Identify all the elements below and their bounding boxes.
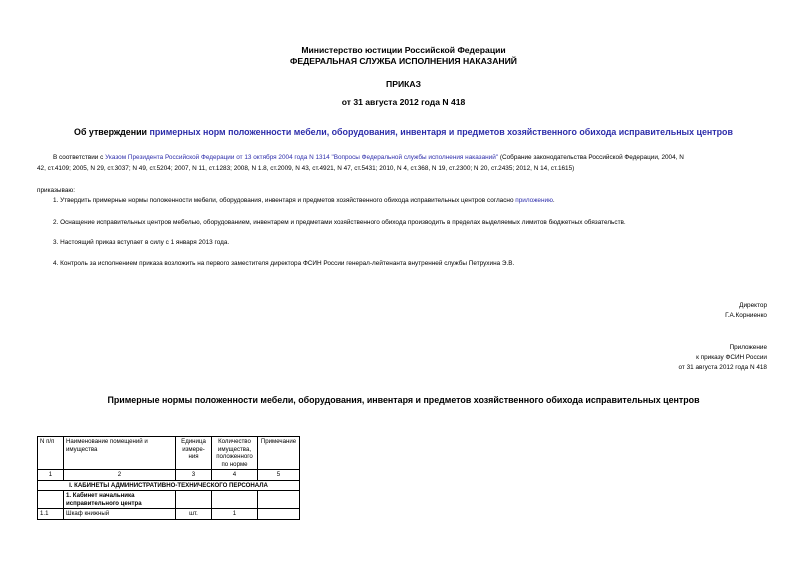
preamble (37, 153, 777, 174)
row-note (258, 509, 300, 520)
ministry-name: Министерство юстиции Российской Федерации (301, 45, 506, 55)
appendix-line-3: от 31 августа 2012 года N 418 (678, 364, 767, 371)
appendix-line-1: Приложение (729, 344, 767, 351)
col-header-unit: Единица измере-ния (176, 437, 212, 470)
row-quantity: 1 (212, 509, 258, 520)
service-name: ФЕДЕРАЛЬНАЯ СЛУЖБА ИСПОЛНЕНИЯ НАКАЗАНИЙ (290, 56, 517, 66)
order-item-2: 2. Оснащение исправительных центров мебелью, оборудованием, инвентарем и предметами хозяйственного обихода производить в пределах выделяемых лимитов бюджетных обязательств. (53, 219, 626, 226)
row-unit: шт. (176, 509, 212, 520)
preamble-text-2: (Собрание законодательства Российской Федерации, 2004, N (498, 154, 684, 161)
col-number: 2 (64, 470, 176, 481)
preamble-line-1 (37, 153, 777, 164)
preamble-text-1: В соответствии с (53, 154, 106, 161)
subsection-heading: 1. Кабинет начальника исправительного центра (64, 491, 176, 509)
table-section-row (38, 480, 300, 491)
row-number: 1.1 (38, 509, 64, 520)
title-prefix: Об утверждении (74, 127, 150, 137)
empty-cell (38, 491, 64, 509)
signature-block (725, 301, 767, 321)
col-number: 1 (38, 470, 64, 481)
title-link[interactable]: примерных норм положенности мебели, оборудования, инвентаря и предметов хозяйственного обихода исправительных центров (149, 127, 733, 137)
appendix-line-2: к приказу ФСИН России (696, 354, 767, 361)
empty-cell (212, 491, 258, 509)
preamble-line-2: 42, ст.4109; 2005, N 29, ст.3037; N 49, ст.5204; 2007, N 11, ст.1283; 2008, N 1.8, ст.2009, N 43, ст.4921, N 47, ст.5431; 2010, N 4, ст.368, N 19, ст.2300; N 20, ст.2435; 2012, N 14, ст.1615) (37, 164, 575, 172)
empty-cell (176, 491, 212, 509)
empty-cell (258, 491, 300, 509)
doc-date-number: от 31 августа 2012 года N 418 (341, 97, 466, 107)
row-item-name: Шкаф книжный (64, 509, 176, 520)
col-number: 3 (176, 470, 212, 481)
appendix-link[interactable]: приложению (515, 197, 553, 204)
table-number-row (38, 470, 300, 481)
appendix-title: Примерные нормы положенности мебели, оборудования, инвентаря и предметов хозяйственного обихода исправительных центров (107, 395, 700, 405)
table-subsection-row (38, 491, 300, 509)
item-1-text: 1. Утвердить примерные нормы положенности мебели, оборудования, инвентаря и предметов хозяйственного обихода исправительных центров согласно (53, 197, 516, 204)
order-item-3: 3. Настоящий приказ вступает в силу с 1 января 2013 года. (53, 239, 230, 246)
col-header-num: N п/п (38, 437, 64, 470)
doc-type: ПРИКАЗ (386, 79, 421, 89)
col-number: 4 (212, 470, 258, 481)
signature-name: Г.А.Корниенко (725, 312, 767, 319)
appendix-header (679, 343, 768, 373)
col-header-note: Примечание (258, 437, 300, 470)
col-number: 5 (258, 470, 300, 481)
order-item-1 (53, 196, 555, 207)
col-header-qty: Количество имущества, положенного по норме (212, 437, 258, 470)
section-heading: I. КАБИНЕТЫ АДМИНИСТРАТИВНО-ТЕХНИЧЕСКОГО ПЕРСОНАЛА (38, 480, 300, 491)
order-item-4: 4. Контроль за исполнением приказа возложить на первого заместителя директора ФСИН России генерал-лейтенанта внутренней службы Петрухина Э.В. (53, 260, 515, 267)
table-header-row (38, 437, 300, 470)
norms-table (37, 436, 300, 520)
signature-position: Директор (739, 302, 767, 309)
order-word: приказываю: (37, 187, 75, 194)
item-1-end: . (552, 197, 555, 204)
table-row (38, 509, 300, 520)
col-header-name: Наименование помещений и имущества (64, 437, 176, 470)
decree-link[interactable]: Указом Президента Российской Федерации от 13 октября 2004 года N 1314 "Вопросы Федеральной службы исполнения наказаний" (105, 154, 499, 161)
doc-title (0, 127, 807, 137)
